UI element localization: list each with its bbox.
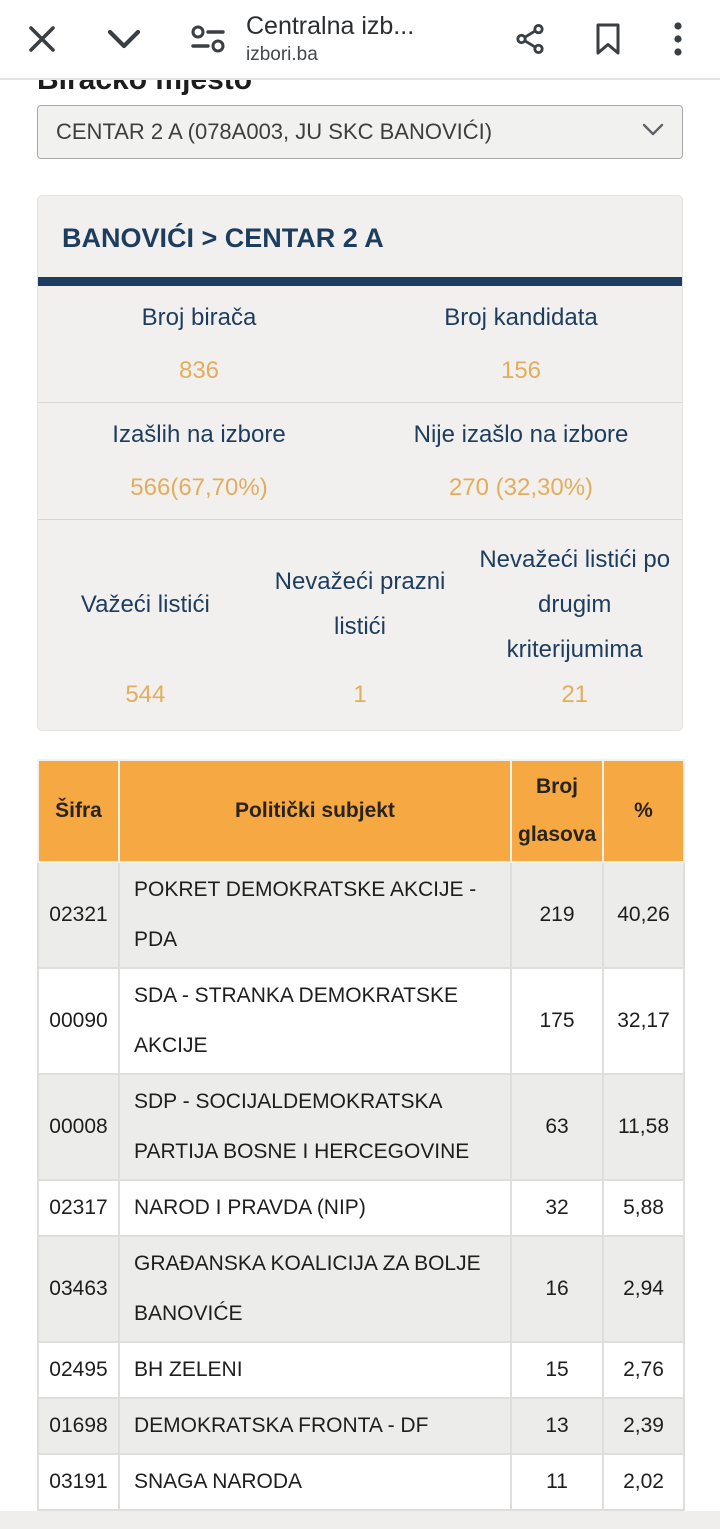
stat-nevazeci-drugi: [467, 520, 682, 730]
cell-subjekt: POKRET DEMOKRATSKE AKCIJE - PDA: [119, 862, 511, 968]
stat-vazeci: [38, 520, 253, 730]
cell-percent: 40,26: [603, 862, 684, 968]
cell-subjekt: BH ZELENI: [119, 1342, 511, 1398]
tune-button[interactable]: [184, 15, 232, 63]
col-header-subjekt: Politički subjekt: [119, 760, 511, 862]
col-header-glasova: Broj glasova: [511, 760, 603, 862]
cell-sifra: 03191: [38, 1454, 119, 1510]
page-title-block: [246, 12, 506, 66]
table-row: [38, 968, 684, 1074]
stat-value: 566(67,70%): [130, 474, 268, 501]
cell-glasova: 175: [511, 968, 603, 1074]
stat-izaslih: [38, 403, 360, 519]
col-header-sifra: Šifra: [38, 760, 119, 862]
cell-subjekt: NAROD I PRAVDA (NIP): [119, 1180, 511, 1236]
tune-icon: [190, 23, 226, 55]
cell-percent: 2,94: [603, 1236, 684, 1342]
polling-station-select[interactable]: [37, 105, 683, 159]
breadcrumb: BANOVIĆI > CENTAR 2 A: [62, 223, 384, 253]
stat-row-ballots: [38, 519, 682, 730]
close-button[interactable]: [18, 15, 66, 63]
stat-value: 21: [561, 681, 589, 708]
stat-value: 156: [500, 357, 542, 384]
cell-sifra: 02317: [38, 1180, 119, 1236]
page-url: izbori.ba: [246, 43, 318, 65]
table-header-row: [38, 760, 684, 862]
cell-subjekt: SDA - STRANKA DEMOKRATSKE AKCIJE: [119, 968, 511, 1074]
close-icon: [27, 24, 57, 54]
card-divider-bar: [38, 277, 682, 286]
select-chevron-down-icon: [642, 123, 664, 142]
stat-value: 270 (32,30%): [448, 474, 594, 501]
stat-label: Broj kandidata: [444, 304, 598, 331]
stat-label: Važeći listići: [80, 590, 210, 618]
stat-broj-kandidata: [360, 286, 682, 402]
stat-label: Nije izašlo na izbore: [413, 421, 629, 448]
overflow-menu-icon: [673, 21, 683, 57]
cell-glasova: 63: [511, 1074, 603, 1180]
cell-percent: 32,17: [603, 968, 684, 1074]
polling-station-select-value: CENTAR 2 A (078A003, JU SKC BANOVIĆI): [56, 119, 493, 144]
cell-percent: 5,88: [603, 1180, 684, 1236]
cell-sifra: 02495: [38, 1342, 119, 1398]
stat-label: Nevažeći prazni listići: [274, 568, 446, 640]
cell-sifra: 00008: [38, 1074, 119, 1180]
stat-label: Broj birača: [141, 304, 257, 331]
cell-glasova: 13: [511, 1398, 603, 1454]
cell-sifra: 03463: [38, 1236, 119, 1342]
cell-glasova: 15: [511, 1342, 603, 1398]
overflow-menu-button[interactable]: [654, 15, 702, 63]
cell-glasova: 11: [511, 1454, 603, 1510]
cell-glasova: 32: [511, 1180, 603, 1236]
stat-row-voters: [38, 286, 682, 402]
stat-label: Izašlih na izbore: [112, 421, 286, 448]
cell-glasova: 219: [511, 862, 603, 968]
next-row-peek: [0, 1511, 720, 1529]
table-row: [38, 1342, 684, 1398]
table-row: [38, 862, 684, 968]
table-row: [38, 1454, 684, 1510]
browser-toolbar: [0, 0, 720, 80]
summary-card: [37, 195, 683, 731]
stat-value: 544: [125, 681, 166, 708]
table-row: [38, 1398, 684, 1454]
cell-subjekt: SNAGA NARODA: [119, 1454, 511, 1510]
cell-subjekt: DEMOKRATSKA FRONTA - DF: [119, 1398, 511, 1454]
chevron-down-icon: [107, 29, 141, 49]
stat-value: 1: [353, 681, 367, 708]
stat-nevazeci-prazni: [253, 520, 468, 730]
results-table: [37, 759, 685, 1511]
bookmark-icon: [594, 22, 622, 56]
cell-sifra: 01698: [38, 1398, 119, 1454]
stat-broj-biraca: [38, 286, 360, 402]
table-row: [38, 1074, 684, 1180]
cell-subjekt: GRAĐANSKA KOALICIJA ZA BOLJE BANOVIĆE: [119, 1236, 511, 1342]
collapse-button[interactable]: [100, 15, 148, 63]
bookmark-button[interactable]: [584, 15, 632, 63]
stat-label: Nevažeći listići po drugim kriterijumima: [479, 545, 671, 663]
table-row: [38, 1180, 684, 1236]
share-button[interactable]: [506, 15, 554, 63]
page-content: [0, 80, 720, 1529]
cell-subjekt: SDP - SOCIJALDEMOKRATSKA PARTIJA BOSNE I HERCEGOVINE: [119, 1074, 511, 1180]
table-row: [38, 1236, 684, 1342]
cell-sifra: 02321: [38, 862, 119, 968]
cell-sifra: 00090: [38, 968, 119, 1074]
stat-row-turnout: [38, 402, 682, 519]
cell-percent: 2,76: [603, 1342, 684, 1398]
stat-nije-izaslo: [360, 403, 682, 519]
stat-value: 836: [178, 357, 220, 384]
cell-percent: 2,39: [603, 1398, 684, 1454]
page-title: Centralna izb...: [246, 12, 415, 41]
cell-glasova: 16: [511, 1236, 603, 1342]
share-icon: [513, 22, 547, 56]
cell-percent: 11,58: [603, 1074, 684, 1180]
col-header-percent: %: [603, 760, 684, 862]
cell-percent: 2,02: [603, 1454, 684, 1510]
